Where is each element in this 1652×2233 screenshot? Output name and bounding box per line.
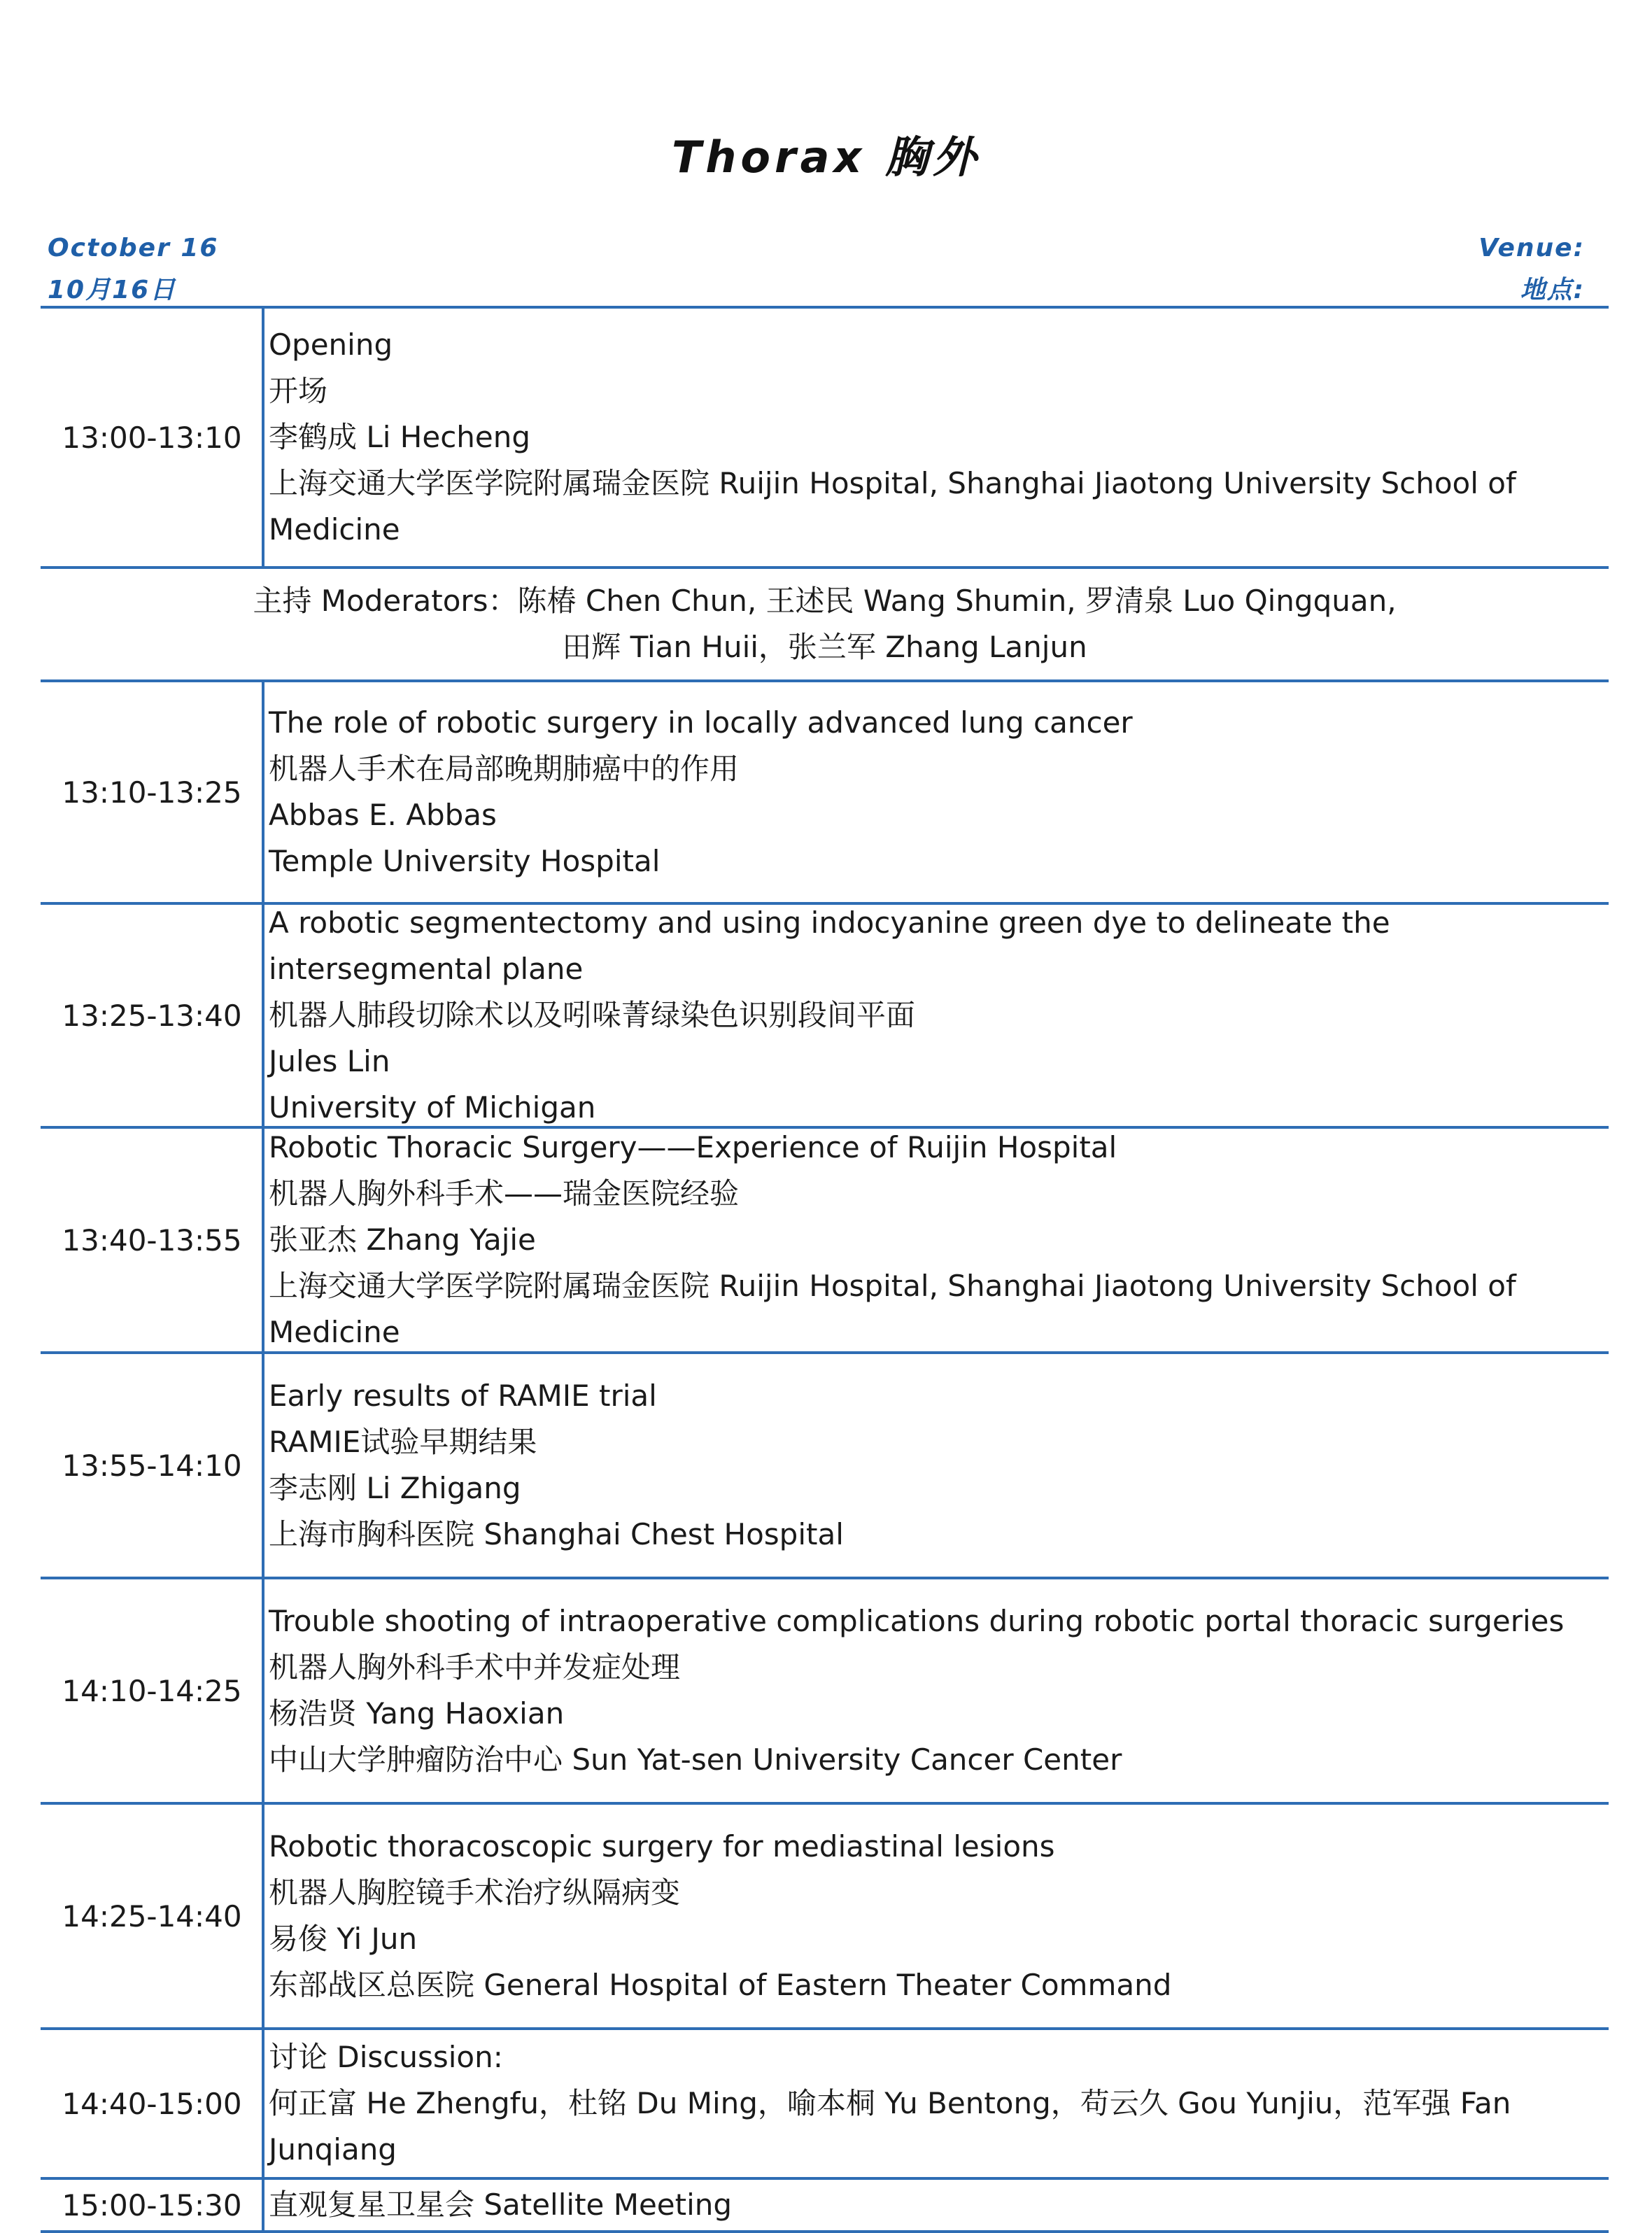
session-speaker: 易俊 Yi Jun: [269, 1922, 418, 1956]
moderators-line: 田辉 Tian Huii，张兰军 Zhang Lanjun: [562, 630, 1087, 664]
session-speaker: 李鹤成 Li Hecheng: [269, 420, 531, 454]
session-affiliation: Temple University Hospital: [269, 844, 661, 878]
session-affiliation: 中山大学肿瘤防治中心 Sun Yat-sen University Cancer Center: [269, 1742, 1122, 1777]
session-title-en: Robotic thoracoscopic surgery for mediastinal lesions: [269, 1829, 1055, 1864]
column-divider: [262, 309, 264, 566]
session-title-en: Opening: [269, 327, 393, 362]
session-time: 13:40-13:55: [62, 1223, 242, 1258]
moderators-row: [41, 566, 1609, 679]
date-en: October 16: [48, 234, 219, 262]
session-row: [41, 1126, 1609, 1351]
venue-cn: 地点:: [1520, 276, 1585, 304]
session-content: [269, 1579, 1609, 1802]
column-divider: [262, 682, 264, 902]
session-title-en: Trouble shooting of intraoperative complications during robotic portal thoracic surgeries: [269, 1604, 1565, 1638]
column-divider: [262, 1579, 264, 1802]
session-title-cn: RAMIE试验早期结果: [269, 1425, 537, 1459]
session-title-cn: 机器人胸外科手术中并发症处理: [269, 1650, 681, 1684]
session-title-cn: 机器人胸腔镜手术治疗纵隔病变: [269, 1875, 681, 1910]
session-content: [269, 1354, 1609, 1577]
session-row: [41, 1802, 1609, 2027]
session-speaker: 杨浩贤 Yang Haoxian: [269, 1696, 565, 1731]
session-title-cn: 机器人肺段切除术以及吲哚菁绿染色识别段间平面: [269, 998, 916, 1032]
column-divider: [262, 1129, 264, 1351]
session-title-en: Robotic Thoracic Surgery——Experience of Ruijin Hospital: [269, 1130, 1117, 1164]
discussion-label: 讨论 Discussion:: [269, 2040, 503, 2074]
session-time: 13:00-13:10: [62, 420, 242, 455]
session-content: [269, 2030, 1609, 2177]
session-time: 13:55-14:10: [62, 1448, 242, 1483]
session-affiliation: 上海交通大学医学院附属瑞金医院 Ruijin Hospital, Shanghai Jiaotong University School of Medicine: [269, 1269, 1516, 1349]
session-time: 15:00-15:30: [62, 2188, 242, 2223]
session-content: [269, 2180, 1609, 2230]
session-time: 14:40-15:00: [62, 2086, 242, 2121]
discussion-panelists: 何正富 He Zhengfu，杜铭 Du Ming，喻本桐 Yu Bentong，苟云久 Gou Yunjiu，范军强 Fan Junqiang: [269, 2086, 1511, 2167]
session-time: 13:10-13:25: [62, 775, 242, 810]
session-row: [41, 1351, 1609, 1577]
session-affiliation: 东部战区总医院 General Hospital of Eastern Theater Command: [269, 1968, 1172, 2002]
session-row: [41, 679, 1609, 902]
session-affiliation: 上海市胸科医院 Shanghai Chest Hospital: [269, 1517, 844, 1551]
session-speaker: 张亚杰 Zhang Yajie: [269, 1223, 536, 1257]
session-title-en: The role of robotic surgery in locally advanced lung cancer: [269, 705, 1133, 740]
column-divider: [262, 1805, 264, 2027]
session-title-cn: 机器人手术在局部晚期肺癌中的作用: [269, 752, 740, 786]
satellite-meeting: 直观复星卫星会 Satellite Meeting: [269, 2188, 733, 2222]
discussion-row: [41, 2027, 1609, 2177]
session-row: [41, 902, 1609, 1126]
page-title: Thorax 胸外: [671, 132, 981, 183]
date-header: [48, 227, 218, 311]
session-speaker: 李志刚 Li Zhigang: [269, 1471, 521, 1505]
column-divider: [262, 1354, 264, 1577]
session-affiliation: University of Michigan: [269, 1090, 596, 1125]
session-row: [41, 1577, 1609, 1802]
session-row: [41, 306, 1609, 566]
session-time: 14:10-14:25: [62, 1673, 242, 1708]
date-cn: 10月16日: [48, 276, 177, 304]
session-title-en: Early results of RAMIE trial: [269, 1379, 657, 1413]
session-content: [269, 1129, 1609, 1351]
session-time: 13:25-13:40: [62, 998, 242, 1033]
venue-en: Venue:: [1478, 234, 1585, 262]
session-title-cn: 开场: [269, 374, 328, 408]
session-speaker: Abbas E. Abbas: [269, 798, 497, 832]
column-divider: [262, 905, 264, 1126]
session-affiliation: 上海交通大学医学院附属瑞金医院 Ruijin Hospital, Shanghai Jiaotong University School of Medicine: [269, 466, 1516, 547]
session-content: [269, 682, 1609, 902]
column-divider: [262, 2030, 264, 2177]
session-content: [269, 309, 1609, 566]
satellite-row: [41, 2177, 1609, 2233]
moderators: [41, 569, 1609, 679]
column-divider: [262, 2180, 264, 2230]
session-content: [269, 905, 1609, 1126]
venue-header: [1478, 227, 1585, 311]
session-time: 14:25-14:40: [62, 1899, 242, 1933]
session-speaker: Jules Lin: [269, 1044, 390, 1078]
session-title-cn: 机器人胸外科手术——瑞金医院经验: [269, 1176, 740, 1211]
moderators-line: 主持 Moderators：陈椿 Chen Chun, 王述民 Wang Shumin, 罗清泉 Luo Qingquan,: [253, 584, 1397, 618]
session-content: [269, 1805, 1609, 2027]
session-title-en: A robotic segmentectomy and using indocyanine green dye to delineate the intersegmental plane: [269, 906, 1390, 986]
